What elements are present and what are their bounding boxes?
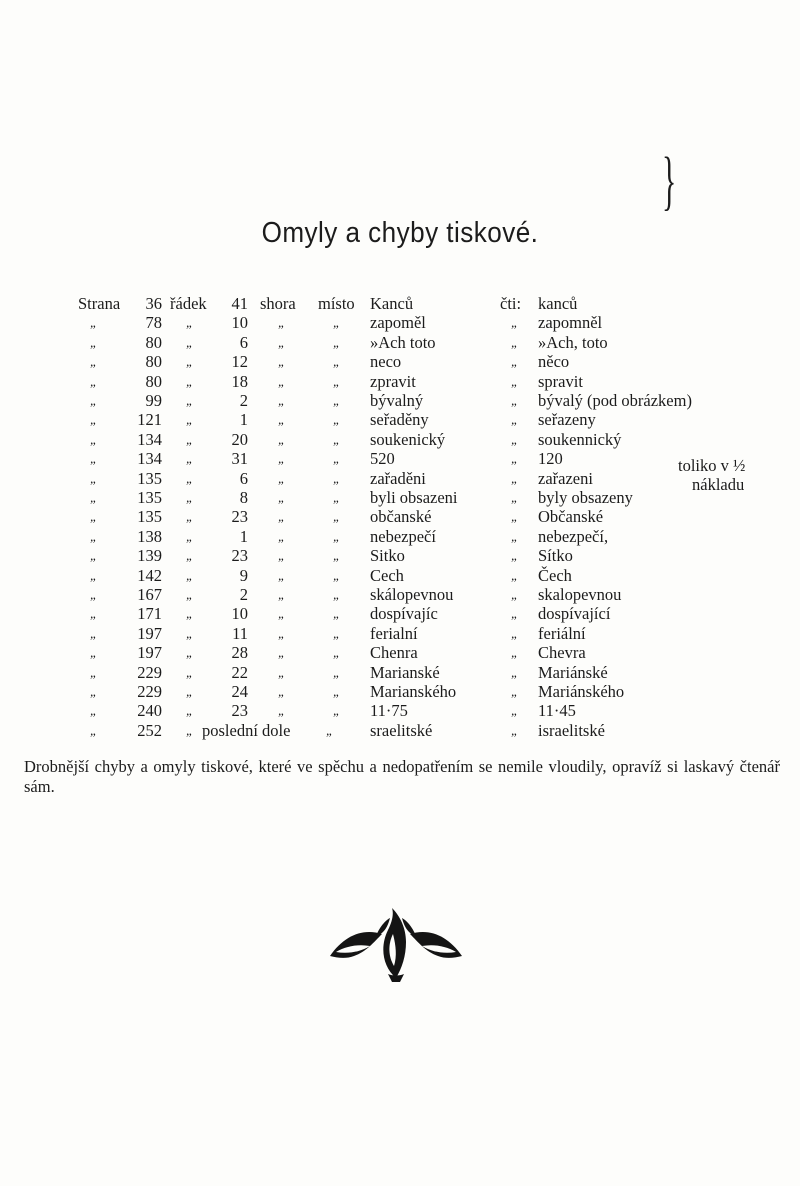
correct-text: Chevra: [538, 643, 586, 662]
page-title: Omyly a chyby tiskové.: [261, 217, 539, 250]
ditto-mark: „: [511, 548, 519, 563]
wrong-text: Sitko: [370, 546, 405, 565]
line-number: 18: [231, 372, 248, 391]
line-number: 41: [231, 294, 248, 313]
ditto-mark: „: [186, 412, 194, 427]
ditto-mark: „: [511, 626, 519, 641]
ditto-mark: „: [511, 471, 519, 486]
correct-text: spravit: [538, 372, 583, 391]
radek-label: řádek: [170, 294, 207, 313]
line-number: 20: [231, 430, 248, 449]
line-number: 10: [231, 604, 248, 623]
ditto-mark: „: [186, 432, 194, 447]
ditto-mark: „: [90, 432, 98, 447]
ditto-mark: „: [278, 412, 286, 427]
ditto-mark: „: [90, 703, 98, 718]
ditto-mark: „: [90, 315, 98, 330]
ditto-mark: „: [278, 606, 286, 621]
ditto-mark: „: [511, 335, 519, 350]
shora-label: shora: [260, 294, 296, 313]
errata-row: [0, 721, 800, 740]
ditto-mark: „: [333, 703, 341, 718]
ditto-mark: „: [186, 665, 194, 680]
ditto-mark: „: [511, 568, 519, 583]
wrong-text: zpravit: [370, 372, 416, 391]
ditto-mark: „: [186, 471, 194, 486]
errata-row: [0, 313, 800, 332]
errata-row: [0, 643, 800, 662]
ditto-mark: „: [90, 451, 98, 466]
ditto-mark: „: [333, 548, 341, 563]
misto-label: místo: [318, 294, 355, 313]
line-number: 6: [239, 469, 248, 488]
floral-ornament-icon: [326, 906, 466, 982]
wrong-text: neco: [370, 352, 402, 371]
closing-note-text: Drobnější chyby a omyly tiskové, které ve spěchu a nedopatřením se nemile vloudily, opravíž si laskavý čtenář sám.: [24, 757, 780, 796]
ditto-mark: „: [333, 354, 341, 369]
page-number: 99: [145, 391, 162, 410]
correct-text: zařazeni: [538, 469, 593, 488]
line-number: 12: [231, 352, 248, 371]
cti-label: čti:: [500, 294, 522, 313]
ditto-mark: „: [333, 471, 341, 486]
ditto-mark: „: [333, 374, 341, 389]
ditto-mark: „: [90, 354, 98, 369]
ditto-mark: „: [186, 568, 194, 583]
ditto-mark: „: [278, 374, 286, 389]
ditto-mark: „: [333, 335, 341, 350]
wrong-text: Cech: [370, 566, 404, 585]
line-number: 23: [231, 546, 248, 565]
page-number: 240: [137, 701, 162, 720]
line-number: 2: [239, 585, 248, 604]
ditto-mark: „: [333, 529, 341, 544]
errata-row: [0, 527, 800, 546]
page-number: 134: [137, 449, 162, 468]
ditto-mark: „: [333, 645, 341, 660]
ditto-mark: „: [186, 723, 194, 738]
line-number: 22: [231, 663, 248, 682]
ditto-mark: „: [511, 354, 519, 369]
ditto-mark: „: [511, 529, 519, 544]
page-number: 229: [137, 682, 162, 701]
ditto-mark: „: [90, 412, 98, 427]
correct-text: soukennický: [538, 430, 622, 449]
ditto-mark: „: [186, 684, 194, 699]
ditto-mark: „: [186, 354, 194, 369]
ditto-mark: „: [278, 509, 286, 524]
errata-row: [0, 566, 800, 585]
ditto-mark: „: [278, 684, 286, 699]
brace-icon: }: [662, 144, 677, 217]
ditto-mark: „: [511, 393, 519, 408]
wrong-text: byli obsazeni: [370, 488, 458, 507]
ditto-mark: „: [511, 374, 519, 389]
page-number: 121: [137, 410, 162, 429]
page-number: 36: [145, 294, 162, 313]
page-number: 134: [137, 430, 162, 449]
ditto-mark: „: [186, 606, 194, 621]
errata-row: [0, 507, 800, 526]
ditto-mark: „: [333, 315, 341, 330]
page-number: 135: [137, 469, 162, 488]
ditto-mark: „: [511, 703, 519, 718]
side-note-line2: nákladu: [692, 475, 745, 494]
ditto-mark: „: [333, 412, 341, 427]
line-number: poslední dole: [202, 721, 291, 740]
page-number: 138: [137, 527, 162, 546]
correct-text: Sítko: [538, 546, 573, 565]
ditto-mark: „: [333, 451, 341, 466]
page-number: 80: [145, 372, 162, 391]
ditto-mark: „: [186, 703, 194, 718]
ditto-mark: „: [186, 645, 194, 660]
correct-text: bývalý (pod obrázkem): [538, 391, 692, 410]
line-number: 24: [231, 682, 248, 701]
line-number: 23: [231, 701, 248, 720]
wrong-text: Kanců: [370, 294, 414, 313]
errata-row: [0, 682, 800, 701]
ditto-mark: „: [511, 645, 519, 660]
page-number: 142: [137, 566, 162, 585]
ditto-mark: „: [333, 393, 341, 408]
ditto-mark: „: [90, 374, 98, 389]
ditto-mark: „: [186, 587, 194, 602]
ditto-mark: „: [278, 393, 286, 408]
correct-text: kanců: [538, 294, 578, 313]
page-number: 229: [137, 663, 162, 682]
correct-text: israelitské: [538, 721, 605, 740]
ditto-mark: „: [278, 490, 286, 505]
line-number: 11: [232, 624, 248, 643]
wrong-text: skálopevnou: [370, 585, 454, 604]
ditto-mark: „: [278, 626, 286, 641]
ditto-mark: „: [90, 606, 98, 621]
line-number: 9: [239, 566, 248, 585]
side-note-line1: toliko v ½: [678, 456, 746, 475]
ditto-mark: „: [511, 587, 519, 602]
correct-text: skalopevnou: [538, 585, 622, 604]
line-number: 1: [239, 527, 248, 546]
line-number: 1: [239, 410, 248, 429]
wrong-text: »Ach toto: [370, 333, 436, 352]
ditto-mark: „: [186, 529, 194, 544]
ditto-mark: „: [511, 684, 519, 699]
ditto-mark: „: [90, 471, 98, 486]
page-number: 80: [145, 352, 162, 371]
page-number: 78: [145, 313, 162, 332]
ditto-mark: „: [90, 587, 98, 602]
correct-text: zapomněl: [538, 313, 603, 332]
errata-row: [0, 546, 800, 565]
ditto-mark: „: [511, 723, 519, 738]
correct-text: Mariánského: [538, 682, 625, 701]
correct-text: byly obsazeny: [538, 488, 633, 507]
ditto-mark: „: [333, 509, 341, 524]
ditto-mark: „: [186, 509, 194, 524]
wrong-text: 11·75: [370, 701, 408, 720]
ditto-mark: „: [326, 723, 334, 738]
ditto-mark: „: [333, 665, 341, 680]
ditto-mark: „: [90, 626, 98, 641]
line-number: 6: [239, 333, 248, 352]
ditto-mark: „: [186, 626, 194, 641]
ditto-mark: „: [278, 335, 286, 350]
page-number: 171: [137, 604, 162, 623]
wrong-text: Marianského: [370, 682, 457, 701]
ditto-mark: „: [511, 665, 519, 680]
ditto-mark: „: [186, 548, 194, 563]
wrong-text: dospívajíc: [370, 604, 438, 623]
ditto-mark: „: [90, 568, 98, 583]
ditto-mark: „: [90, 490, 98, 505]
errata-row: [0, 352, 800, 371]
ditto-mark: „: [90, 723, 98, 738]
page-number: 80: [145, 333, 162, 352]
correct-text: 11·45: [538, 701, 576, 720]
page-number: 135: [137, 488, 162, 507]
ditto-mark: „: [278, 703, 286, 718]
errata-row: [0, 391, 800, 410]
line-number: 10: [231, 313, 248, 332]
ditto-mark: „: [511, 412, 519, 427]
errata-row: [0, 585, 800, 604]
ditto-mark: „: [90, 509, 98, 524]
errata-row: [0, 488, 800, 507]
errata-table: [0, 294, 800, 754]
ditto-mark: „: [186, 315, 194, 330]
errata-row: [0, 624, 800, 643]
errata-row: [0, 604, 800, 623]
page-number: 197: [137, 624, 162, 643]
ditto-mark: „: [186, 335, 194, 350]
wrong-text: nebezpečí: [370, 527, 436, 546]
wrong-text: bývalný: [370, 391, 424, 410]
ditto-mark: „: [278, 432, 286, 447]
ditto-mark: „: [278, 665, 286, 680]
ditto-mark: „: [90, 548, 98, 563]
ditto-mark: „: [511, 315, 519, 330]
ditto-mark: „: [90, 645, 98, 660]
ditto-mark: „: [186, 451, 194, 466]
ditto-mark: „: [278, 315, 286, 330]
correct-text: Čech: [538, 566, 572, 585]
wrong-text: zařaděni: [370, 469, 426, 488]
ditto-mark: „: [90, 529, 98, 544]
ditto-mark: „: [90, 393, 98, 408]
ditto-mark: „: [511, 432, 519, 447]
ditto-mark: „: [511, 490, 519, 505]
ditto-mark: „: [90, 335, 98, 350]
ditto-mark: „: [333, 684, 341, 699]
ditto-mark: „: [278, 529, 286, 544]
correct-text: Mariánské: [538, 663, 608, 682]
ditto-mark: „: [278, 548, 286, 563]
ditto-mark: „: [278, 471, 286, 486]
wrong-text: seřaděny: [370, 410, 429, 429]
ditto-mark: „: [511, 606, 519, 621]
page-number: 197: [137, 643, 162, 662]
wrong-text: Marianské: [370, 663, 440, 682]
line-number: 31: [231, 449, 248, 468]
correct-text: seřazeny: [538, 410, 596, 429]
wrong-text: občanské: [370, 507, 432, 526]
errata-row: [0, 410, 800, 429]
ditto-mark: „: [278, 645, 286, 660]
line-number: 2: [239, 391, 248, 410]
page-number: 139: [137, 546, 162, 565]
ditto-mark: „: [186, 490, 194, 505]
strana-label: Strana: [78, 294, 121, 313]
page-number: 252: [137, 721, 162, 740]
page-number: 167: [137, 585, 162, 604]
ditto-mark: „: [333, 568, 341, 583]
wrong-text: 520: [370, 449, 395, 468]
wrong-text: sraelitské: [370, 721, 433, 740]
correct-text: feriální: [538, 624, 586, 643]
closing-note: [24, 757, 780, 797]
ditto-mark: „: [511, 451, 519, 466]
correct-text: dospívající: [538, 604, 611, 623]
correct-text: něco: [538, 352, 570, 371]
errata-header-row: [0, 294, 800, 313]
ditto-mark: „: [333, 490, 341, 505]
errata-row: [0, 333, 800, 352]
ditto-mark: „: [278, 354, 286, 369]
ditto-mark: „: [186, 374, 194, 389]
wrong-text: zapoměl: [370, 313, 426, 332]
page-number: 135: [137, 507, 162, 526]
errata-row: [0, 663, 800, 682]
ditto-mark: „: [333, 587, 341, 602]
errata-row: [0, 701, 800, 720]
ditto-mark: „: [278, 451, 286, 466]
correct-text: nebezpečí,: [538, 527, 609, 546]
correct-text: 120: [538, 449, 563, 468]
line-number: 28: [231, 643, 248, 662]
line-number: 8: [239, 488, 248, 507]
ditto-mark: „: [278, 587, 286, 602]
correct-text: Občanské: [538, 507, 604, 526]
line-number: 23: [231, 507, 248, 526]
correct-text: »Ach, toto: [538, 333, 608, 352]
errata-row: [0, 372, 800, 391]
wrong-text: soukenický: [370, 430, 446, 449]
wrong-text: Chenra: [370, 643, 418, 662]
ditto-mark: „: [511, 509, 519, 524]
ditto-mark: „: [186, 393, 194, 408]
ditto-mark: „: [90, 665, 98, 680]
ditto-mark: „: [278, 568, 286, 583]
errata-row: [0, 430, 800, 449]
ditto-mark: „: [333, 626, 341, 641]
ditto-mark: „: [90, 684, 98, 699]
wrong-text: ferialní: [370, 624, 418, 643]
ditto-mark: „: [333, 432, 341, 447]
ditto-mark: „: [333, 606, 341, 621]
